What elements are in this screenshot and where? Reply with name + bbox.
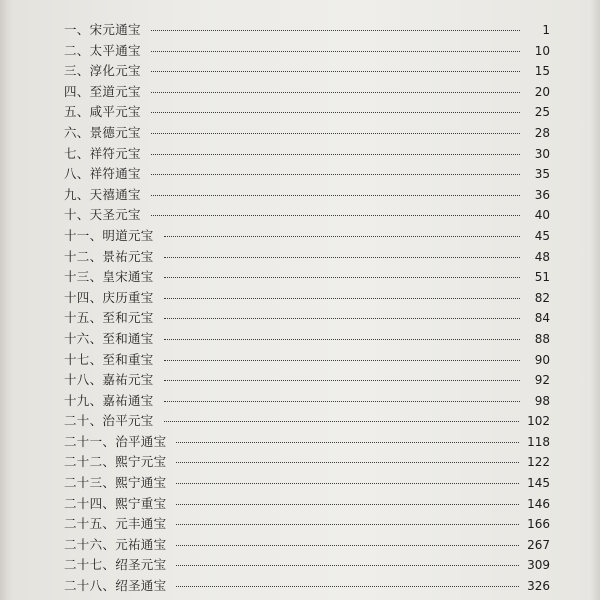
- toc-entry: [64, 391, 550, 412]
- toc-entry-page-number: 102: [527, 414, 550, 429]
- dot-leader: [176, 565, 519, 566]
- toc-entry-page-number: 118: [527, 434, 550, 449]
- dot-leader: [151, 92, 520, 93]
- dot-leader: [151, 154, 520, 155]
- toc-entry-page-number: 20: [534, 84, 550, 99]
- toc-entry-page-number: 51: [534, 270, 550, 285]
- toc-entry-title: 十五、至和元宝: [64, 310, 154, 326]
- toc-entry: [64, 144, 550, 165]
- toc-entry-title: 十三、皇宋通宝: [64, 269, 154, 285]
- toc-entry-title: 十、天圣元宝: [64, 207, 141, 223]
- toc-entry-page-number: 10: [534, 43, 550, 58]
- dot-leader: [176, 483, 519, 484]
- dot-leader: [164, 421, 519, 422]
- toc-entry-title: 二十八、绍圣通宝: [64, 578, 167, 594]
- toc-entry: [64, 247, 550, 268]
- toc-entry-page-number: 82: [534, 290, 550, 305]
- toc-entry-title: 八、祥符通宝: [64, 166, 141, 182]
- page-edge-shadow: [590, 0, 600, 600]
- toc-entry-title: 十九、嘉祐通宝: [64, 392, 154, 408]
- toc-entry-title: 二十七、绍圣元宝: [64, 557, 167, 573]
- dot-leader: [176, 462, 519, 463]
- toc-entry-title: 三、淳化元宝: [64, 63, 141, 79]
- dot-leader: [151, 51, 520, 52]
- dot-leader: [176, 586, 519, 587]
- toc-entry-page-number: 84: [534, 311, 550, 326]
- toc-entry: [64, 41, 550, 62]
- toc-entry: [64, 329, 550, 350]
- toc-entry-title: 十八、嘉祐元宝: [64, 372, 154, 388]
- table-of-contents: [64, 20, 550, 597]
- toc-entry-page-number: 28: [534, 125, 550, 140]
- toc-entry: [64, 61, 550, 82]
- toc-entry-page-number: 25: [534, 105, 550, 120]
- toc-entry: [64, 555, 550, 576]
- toc-entry-page-number: 146: [527, 496, 550, 511]
- toc-entry-title: 二十一、治平通宝: [64, 433, 167, 449]
- toc-entry: [64, 473, 550, 494]
- toc-entry-page-number: 166: [527, 517, 550, 532]
- toc-entry-page-number: 90: [534, 352, 550, 367]
- dot-leader: [176, 545, 519, 546]
- toc-entry: [64, 164, 550, 185]
- toc-entry-page-number: 92: [534, 373, 550, 388]
- dot-leader: [151, 112, 520, 113]
- dot-leader: [151, 71, 520, 72]
- toc-entry-page-number: 88: [534, 331, 550, 346]
- toc-entry-title: 十七、至和重宝: [64, 351, 154, 367]
- dot-leader: [164, 298, 520, 299]
- toc-entry: [64, 370, 550, 391]
- toc-entry-title: 二十五、元丰通宝: [64, 516, 167, 532]
- toc-entry: [64, 576, 550, 597]
- dot-leader: [151, 215, 520, 216]
- toc-entry-page-number: 48: [534, 249, 550, 264]
- toc-entry-title: 十一、明道元宝: [64, 227, 154, 243]
- toc-entry-page-number: 326: [527, 579, 550, 594]
- toc-entry: [64, 102, 550, 123]
- toc-entry-title: 十六、至和通宝: [64, 330, 154, 346]
- dot-leader: [164, 257, 520, 258]
- toc-entry: [64, 452, 550, 473]
- toc-entry: [64, 288, 550, 309]
- toc-entry-title: 九、天禧通宝: [64, 186, 141, 202]
- dot-leader: [164, 277, 520, 278]
- toc-entry-page-number: 1: [542, 23, 550, 37]
- toc-entry-title: 十四、庆历重宝: [64, 289, 154, 305]
- toc-entry: [64, 205, 550, 226]
- toc-entry: [64, 123, 550, 144]
- toc-entry: [64, 350, 550, 371]
- toc-entry: [64, 267, 550, 288]
- toc-entry-title: 五、咸平元宝: [64, 104, 141, 120]
- dot-leader: [176, 504, 519, 505]
- toc-entry: [64, 432, 550, 453]
- toc-entry-title: 七、祥符元宝: [64, 145, 141, 161]
- toc-entry-page-number: 145: [527, 476, 550, 491]
- dot-leader: [164, 318, 520, 319]
- toc-entry-page-number: 35: [534, 167, 550, 182]
- toc-entry-page-number: 15: [534, 64, 550, 79]
- book-gutter: [0, 0, 14, 600]
- toc-entry: [64, 494, 550, 515]
- toc-entry: [64, 535, 550, 556]
- toc-entry-title: 一、宋元通宝: [64, 22, 141, 37]
- toc-entry: [64, 185, 550, 206]
- dot-leader: [176, 442, 519, 443]
- toc-entry-page-number: 40: [534, 208, 550, 223]
- toc-entry-page-number: 122: [527, 455, 550, 470]
- toc-entry: [64, 226, 550, 247]
- dot-leader: [164, 360, 520, 361]
- toc-entry: [64, 514, 550, 535]
- dot-leader: [151, 174, 520, 175]
- toc-entry: [64, 20, 550, 41]
- toc-entry-page-number: 98: [534, 393, 550, 408]
- toc-entry-page-number: 36: [534, 187, 550, 202]
- dot-leader: [164, 380, 520, 381]
- toc-entry-title: 六、景德元宝: [64, 124, 141, 140]
- dot-leader: [164, 339, 520, 340]
- toc-entry: [64, 308, 550, 329]
- toc-entry-page-number: 30: [534, 146, 550, 161]
- toc-entry-page-number: 309: [527, 558, 550, 573]
- toc-entry: [64, 411, 550, 432]
- dot-leader: [176, 524, 519, 525]
- dot-leader: [151, 195, 520, 196]
- toc-entry-title: 二十三、熙宁通宝: [64, 475, 167, 491]
- toc-entry-page-number: 45: [534, 228, 550, 243]
- toc-entry-title: 二、太平通宝: [64, 42, 141, 58]
- toc-entry-title: 二十六、元祐通宝: [64, 536, 167, 552]
- toc-entry-title: 二十二、熙宁元宝: [64, 454, 167, 470]
- dot-leader: [164, 401, 520, 402]
- toc-entry-title: 二十四、熙宁重宝: [64, 495, 167, 511]
- dot-leader: [164, 236, 520, 237]
- toc-entry-title: 十二、景祐元宝: [64, 248, 154, 264]
- dot-leader: [151, 30, 520, 31]
- toc-entry-page-number: 267: [527, 537, 550, 552]
- toc-entry: [64, 82, 550, 103]
- dot-leader: [151, 133, 520, 134]
- toc-entry-title: 四、至道元宝: [64, 83, 141, 99]
- toc-entry-title: 二十、治平元宝: [64, 413, 154, 429]
